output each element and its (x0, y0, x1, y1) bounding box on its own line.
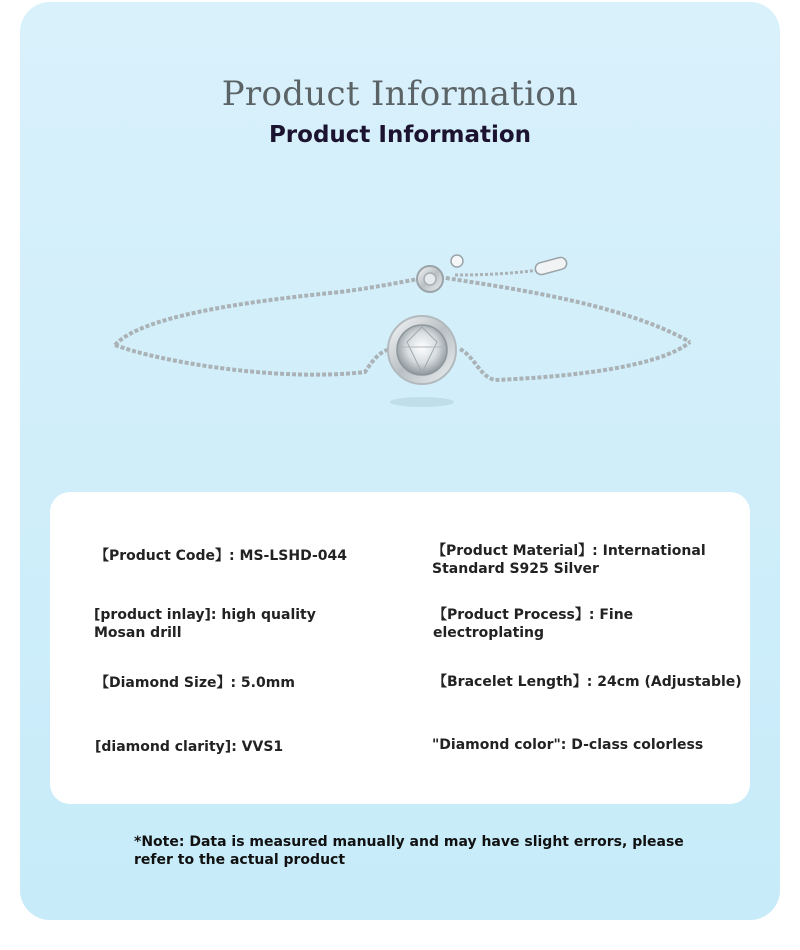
measurement-note: *Note: Data is measured manually and may have slight errors, please refer to the actual product (134, 834, 684, 868)
spec-bracelet-length: 【Bracelet Length】: 24cm (Adjustable) (433, 674, 742, 690)
info-panel (20, 2, 780, 920)
bracelet-icon (100, 247, 700, 417)
page-title-bold: Product Information (268, 122, 532, 148)
spec-product-inlay: [product inlay]: high quality Mosan drill (94, 607, 316, 641)
spec-product-material: 【Product Material】: International Standard S925 Silver (432, 543, 706, 577)
page-title-serif: Product Information (221, 74, 579, 114)
spec-card (50, 492, 750, 804)
spec-diamond-color: "Diamond color": D-class colorless (432, 737, 704, 753)
spec-diamond-size: 【Diamond Size】: 5.0mm (95, 675, 295, 691)
spec-product-code: 【Product Code】: MS-LSHD-044 (95, 548, 347, 564)
spec-diamond-clarity: [diamond clarity]: VVS1 (95, 739, 284, 755)
spec-product-process: 【Product Process】: Fine electroplating (433, 607, 634, 641)
